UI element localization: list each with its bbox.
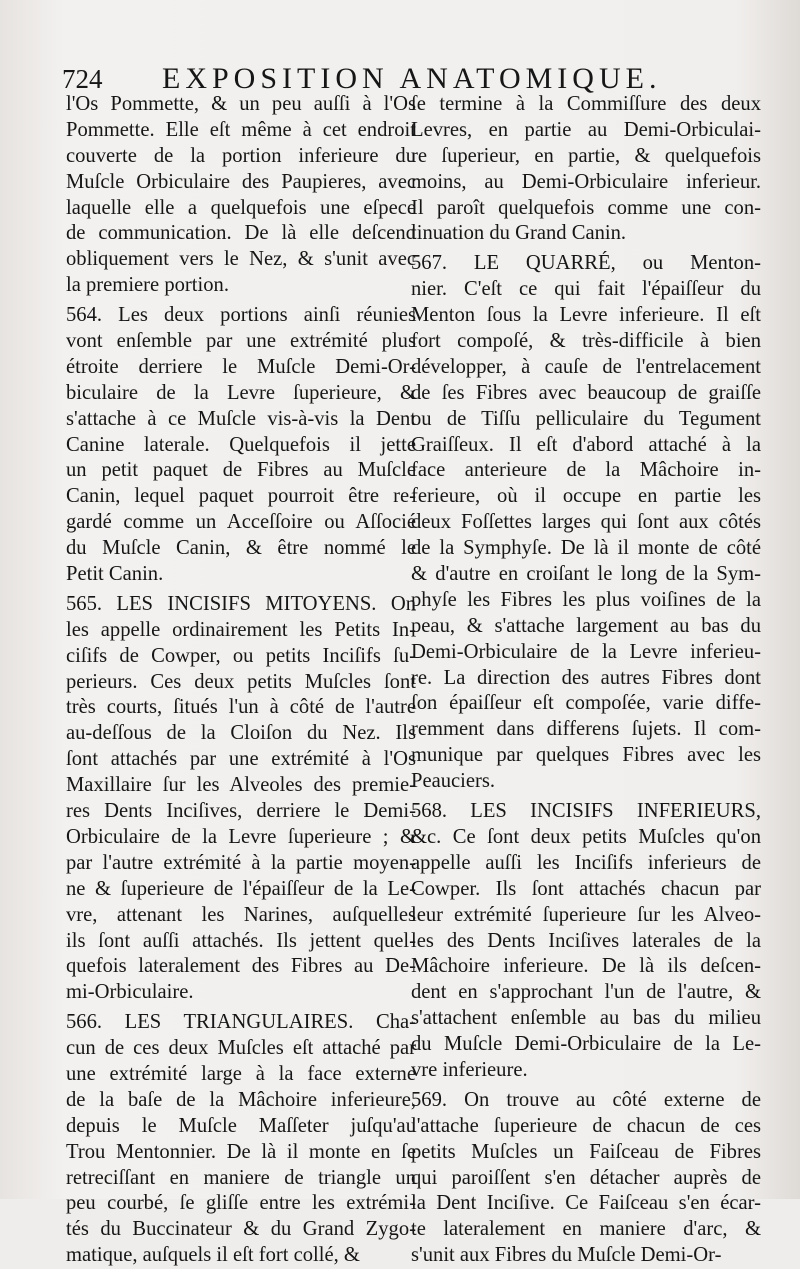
text-line: mi-Orbiculaire. <box>66 981 194 1004</box>
text-line: face anterieure de la Mâchoire in- <box>411 459 761 482</box>
text-line: très courts, ſitués l'un à côté de l'autre <box>66 696 416 719</box>
text-line: du Muſcle Demi-Orbiculaire de la Le- <box>411 1033 761 1056</box>
text-line: vont enſemble par une extrémité plus <box>66 330 416 353</box>
text-line: Demi-Orbiculaire de la Levre inferieu- <box>411 640 761 663</box>
text-line: du Muſcle Canin, & être nommé le <box>66 537 416 560</box>
text-line: couverte de la portion inferieure du <box>66 144 416 167</box>
text-line: peu courbé, ſe gliſſe entre les extrémi- <box>66 1192 416 1215</box>
text-line: Canin, lequel paquet pourroit être re- <box>66 485 416 508</box>
text-line: Pommette. Elle eſt même à cet endroit <box>66 118 416 141</box>
text-line: te lateralement en maniere d'arc, & <box>411 1218 761 1241</box>
text-line: s'attachent enſemble au bas du milieu <box>411 1007 761 1030</box>
text-line: laquelle elle a quelquefois une eſpece <box>66 196 416 219</box>
text-line: par l'autre extrémité à la partie moyen- <box>66 851 416 874</box>
text-line: & d'autre en croiſant le long de la Sym- <box>411 563 761 586</box>
text-line: munique par quelques Fibres avec les <box>411 744 761 767</box>
text-line: moins, au Demi-Orbiculaire inferieur. <box>411 170 761 193</box>
text-line: dent en s'approchant l'un de l'autre, & <box>411 981 761 1004</box>
text-line: ciſifs de Cowper, ou petits Inciſifs ſu- <box>66 644 416 667</box>
text-line: ſont attachés par une extrémité à l'Os <box>66 748 416 771</box>
running-title: EXPOSITION ANATOMIQUE. <box>162 62 662 95</box>
text-line: &c. Ce ſont deux petits Muſcles qu'on <box>411 825 761 848</box>
text-line: 569. On trouve au côté externe de <box>411 1088 761 1111</box>
text-line: Graiſſeux. Il eſt d'abord attaché à la <box>411 433 761 456</box>
text-line: 566. LES TRIANGULAIRES. Cha- <box>66 1011 416 1034</box>
text-line: 564. Les deux portions ainſi réunies <box>66 304 416 327</box>
text-line: 565. LES INCISIFS MITOYENS. On <box>66 592 416 615</box>
text-line: Peauciers. <box>411 770 496 793</box>
text-line: petits Muſcles un Faiſceau de Fibres <box>411 1140 761 1163</box>
text-line: ne & ſuperieure de l'épaiſſeur de la Le- <box>66 877 416 900</box>
text-line: 568. LES INCISIFS INFERIEURS, <box>411 800 761 823</box>
text-line: ou de Tiſſu pelliculaire du Tegument <box>411 407 761 430</box>
text-line: l'Os Pommette, & un peu auſſi à l'Os <box>66 93 416 115</box>
text-line: Orbiculaire de la Levre ſuperieure ; & <box>66 825 416 848</box>
text-line: quefois lateralement des Fibres au De- <box>66 955 416 978</box>
text-line: Maxillaire ſur les Alveoles des premie- <box>66 774 416 797</box>
text-line: ſon épaiſſeur eſt compoſée, varie diffe- <box>411 692 761 715</box>
text-line: Menton ſous la Levre inferieure. Il eſt <box>411 304 761 327</box>
text-line: la Dent Inciſive. Ce Faiſceau s'en écar- <box>411 1192 761 1215</box>
text-line: cun de ces deux Muſcles eſt attaché par <box>66 1037 416 1060</box>
text-line: vre inferieure. <box>411 1058 528 1081</box>
text-line: qui paroiſſent s'en détacher auprès de <box>411 1166 761 1189</box>
text-line: Mâchoire inferieure. De là ils deſcen- <box>411 955 761 978</box>
text-line: au-deſſous de la Cloiſon du Nez. Ils <box>66 722 416 745</box>
text-line: développer, à cauſe de l'entrelacement <box>411 355 761 378</box>
text-line: de la Symphyſe. De là il monte de côté <box>411 537 761 560</box>
text-line: re ſuperieur, en partie, & quelquefois <box>411 144 761 167</box>
text-line: s'attache à ce Muſcle vis-à-vis la Dent <box>66 407 416 430</box>
text-line: Canine laterale. Quelquefois il jette <box>66 433 416 456</box>
text-line: Trou Mentonnier. De là il monte en ſe <box>66 1140 416 1163</box>
text-line: tinuation du Grand Canin. <box>411 222 627 245</box>
text-line: les appelle ordinairement les Petits In- <box>66 618 416 641</box>
text-line: res Dents Inciſives, derriere le Demi- <box>66 800 416 823</box>
text-line: étroite derriere le Muſcle Demi-Or- <box>66 355 416 378</box>
text-line: s'unit aux Fibres du Muſcle Demi-Or- <box>411 1244 722 1267</box>
text-line: de la baſe de la Mâchoire inferieure, <box>66 1088 416 1111</box>
text-line: tés du Buccinateur & du Grand Zygo- <box>66 1218 416 1241</box>
text-line: remment dans differens ſujets. Il com- <box>411 718 761 741</box>
text-line: obliquement vers le Nez, & s'unit avec <box>66 248 416 271</box>
text-line: depuis le Muſcle Maſſeter juſqu'au <box>66 1114 416 1137</box>
text-line: les des Dents Inciſives laterales de la <box>411 929 761 952</box>
text-line: leur extrémité ſuperieure ſur les Alveo- <box>411 903 761 926</box>
text-line: retreciſſant en maniere de triangle un <box>66 1166 416 1189</box>
text-line: perieurs. Ces deux petits Muſcles ſont <box>66 670 416 693</box>
text-line: matique, auſquels il eſt fort collé, & <box>66 1244 360 1267</box>
text-line: l'attache ſuperieure de chacun de ces <box>411 1114 761 1137</box>
text-line: biculaire de la Levre ſuperieure, & <box>66 381 416 404</box>
text-line: Cowper. Ils ſont attachés chacun par <box>411 877 761 900</box>
text-line: de communication. De là elle deſcend <box>66 222 416 245</box>
text-line: peau, & s'attache largement au bas du <box>411 614 761 637</box>
text-line: appelle auſſi les Inciſifs inferieurs de <box>411 851 761 874</box>
text-line: re. La direction des autres Fibres dont <box>411 666 761 689</box>
text-line: Petit Canin. <box>66 563 164 586</box>
text-line: gardé comme un Acceſſoire ou Aſſocié <box>66 511 416 534</box>
text-line: Muſcle Orbiculaire des Paupieres, avec <box>66 170 416 193</box>
text-line: la premiere portion. <box>66 274 229 297</box>
text-line: Il paroît quelquefois comme une con- <box>411 196 761 219</box>
text-line: fort compoſé, & très-difficile à bien <box>411 330 761 353</box>
text-line: phyſe les Fibres les plus voiſines de la <box>411 588 761 611</box>
page-number: 724 <box>62 64 103 94</box>
left-column <box>66 92 416 1269</box>
text-line: deux Foſſettes larges qui ſont aux côtés <box>411 511 761 534</box>
text-line: vre, attenant les Narines, auſquelles <box>66 903 416 926</box>
right-column <box>411 92 761 1269</box>
text-line: Levres, en partie au Demi-Orbiculai- <box>411 118 761 141</box>
text-line: ſe termine à la Commiſſure des deux <box>411 93 761 115</box>
text-line: une extrémité large à la face externe <box>66 1062 416 1085</box>
text-line: ils ſont auſſi attachés. Ils jettent quel- <box>66 929 416 952</box>
text-line: de ſes Fibres avec beaucoup de graiſſe <box>411 381 761 404</box>
text-line: 567. LE QUARRÉ, ou Menton- <box>411 252 761 275</box>
text-line: un petit paquet de Fibres au Muſcle <box>66 459 416 482</box>
text-line: ferieure, où il occupe en partie les <box>411 485 761 508</box>
text-line: nier. C'eſt ce qui fait l'épaiſſeur du <box>411 278 761 301</box>
